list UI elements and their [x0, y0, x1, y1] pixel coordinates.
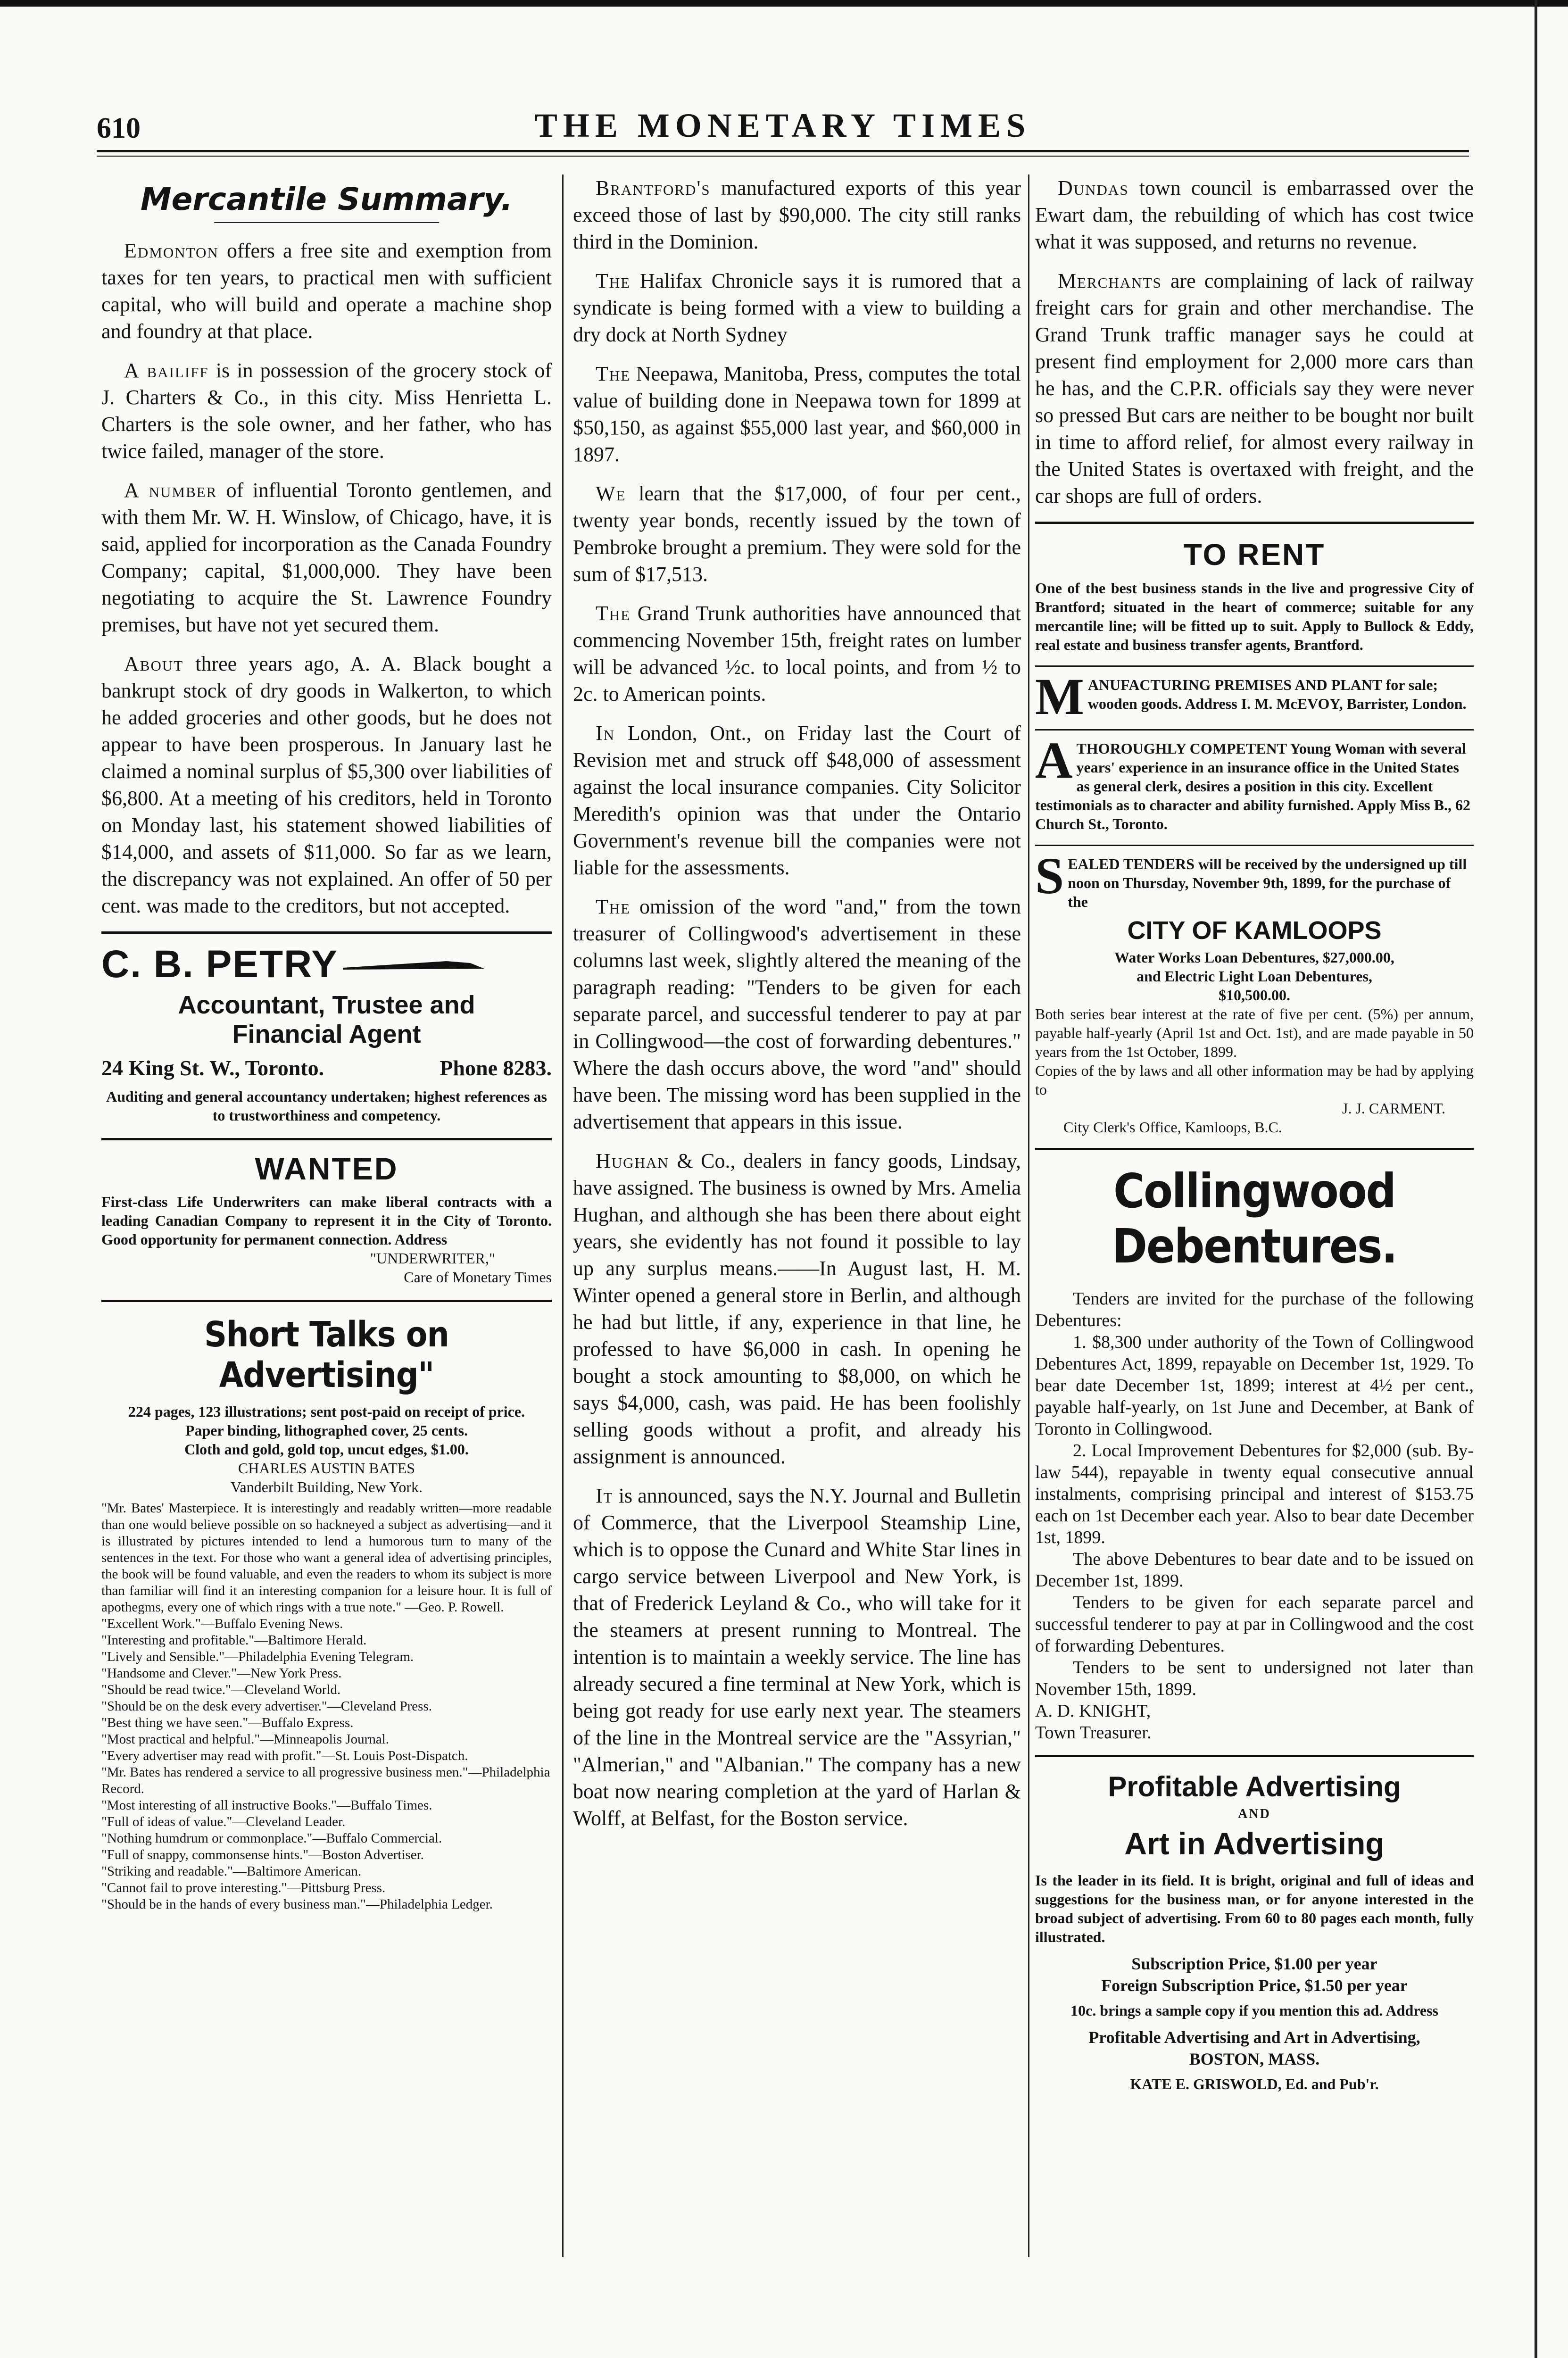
news-item: The Halifax Chronicle says it is rumored that a syndicate is being formed with a view to building a dry dock at North Sydney [573, 269, 1021, 346]
magazine-editor: KATE E. GRISWOLD, Ed. and Pub'r. [1130, 2076, 1379, 2092]
page-header [97, 101, 1469, 153]
review-quote: "Cannot fail to prove interesting."—Pittsburg Press. [101, 1880, 386, 1895]
magazine-and: AND [1238, 1807, 1271, 1821]
book-details: Cloth and gold, gold top, uncut edges, $1.00. [184, 1441, 469, 1458]
pen-icon [343, 956, 484, 972]
review-quote: "Nothing humdrum or commonplace."—Buffalo Commercial. [101, 1831, 442, 1846]
sample-offer: 10c. brings a sample copy if you mention this ad. Address [1070, 2002, 1438, 2019]
tenders-office: City Clerk's Office, Kamloops, B.C. [1063, 1119, 1282, 1136]
wanted-body: First-class Life Underwriters can make liberal contracts with a leading Canadian Company to represent it in the City of Toronto. Good opportunity for permanent connection. Address [101, 1193, 552, 1248]
tenders-city: CITY OF KAMLOOPS [1127, 916, 1382, 945]
news-item: The Grand Trunk authorities have announced that commencing November 15th, freight rates on lumber will be advanced ½c. to local points, and from ½ to 2c. to American points. [573, 602, 1021, 706]
masthead: THE MONETARY TIMES [534, 107, 1031, 144]
section-title: Mercantile Summary. [140, 181, 513, 217]
review-quote: "Should be in the hands of every business man."—Philadelphia Ledger. [101, 1897, 493, 1912]
review-quote: "Interesting and profitable."—Baltimore Herald. [101, 1633, 367, 1648]
advertiser-name: C. B. PETRY [101, 942, 552, 987]
review-quote: "Full of ideas of value."—Cleveland Leader. [101, 1814, 346, 1829]
wanted-care-of: Care of Monetary Times [404, 1269, 552, 1286]
review-quote: "Full of snappy, commonsense hints."—Boston Advertiser. [101, 1847, 424, 1862]
page-edge [1535, 0, 1537, 2358]
news-item: We learn that the $17,000, of four per cent., twenty year bonds, recently issued by the town of Pembroke brought a premium. They were sold for the sum of $17,513. [573, 482, 1021, 586]
wanted-heading: WANTED [255, 1151, 398, 1186]
drop-cap: A [1035, 731, 1073, 789]
news-item: About three years ago, A. A. Black bought a bankrupt stock of dry goods in Walkerton, to which he added groceries and other goods, but he does not appear to have been prosperous. In January last he claimed a nominal surplus of $5,300 over liabilities of $6,800. At a meeting of his creditors, held in Toronto on Monday last, his statement showed liabilities of $14,000, and assets of $11,000. So far as we learn, the discrepancy was not explained. An offer of 50 per cent. was made to the creditors, but not accepted. [101, 652, 552, 917]
review-quote: "Every advertiser may read with profit."—St. Louis Post-Dispatch. [101, 1748, 468, 1763]
news-item: Merchants are complaining of lack of railway freight cars for grain and other merchandise. The Grand Trunk traffic manager says he could at present find employment for 2,000 more cars than he has, and the C.P.R. officials say they were never so pressed But cars are neither to be bought nor built in time to afford relief, for almost every railway in the United States is overtaxed with freight, and the car shops are full of orders. [1035, 269, 1474, 507]
collingwood-heading: Collingwood Debentures. [1112, 1163, 1397, 1274]
advertiser-address: 24 King St. W., Toronto. [101, 1056, 324, 1080]
competent-body: THOROUGHLY COMPETENT Young Woman with several years' experience in an insurance office in the United States as general clerk, desires a position in this city. Excellent testimonials as to character and ability furnished. Apply Miss B., 62 Church St., Toronto. [1035, 740, 1471, 832]
review-quote: "Should be read twice."—Cleveland World. [101, 1682, 341, 1697]
tenders-body: EALED TENDERS will be received by the undersigned up till noon on Thursday, November 9th, 1899, for the purchase of the [1068, 855, 1467, 910]
to-rent-heading: TO RENT [1183, 538, 1326, 572]
magazine-address: Profitable Advertising and Art in Advertising, [1088, 2028, 1420, 2047]
collingwood-item: 1. $8,300 under authority of the Town of Collingwood Debentures Act, 1899, repayable on December 1st, 1929. To bear date December 1st, 1899; interest at 4½ per cent., payable half-yearly, on 1st June and December, at Bank of Toronto in Collingwood. [1035, 1332, 1474, 1439]
review-quote: "Should be on the desk every advertiser."—Cleveland Press. [101, 1699, 432, 1714]
manufacturing-advertisement [1035, 665, 1474, 724]
magazine-body: Is the leader in its field. It is bright, original and full of ideas and suggestions for the business man, or for anyone interested in the broad subject of advertising. From 60 to 80 pages each month, fully illustrated. [1035, 1872, 1474, 1945]
book-details: Paper binding, lithographed cover, 25 cents. [185, 1422, 468, 1439]
header-rule [97, 150, 1469, 152]
tenders-advertisement [1035, 845, 1474, 1143]
short-talks-advertisement [101, 1300, 552, 1919]
column-right [1035, 174, 1474, 2267]
advertiser-contact [101, 1055, 552, 1080]
review-quote: "Handsome and Clever."—New York Press. [101, 1666, 342, 1681]
news-item: Brantford's manufactured exports of this year exceed those of last by $90,000. The city still ranks third in the Dominion. [573, 176, 1021, 253]
review-quote: "Most practical and helpful."—Minneapolis Journal. [101, 1732, 389, 1747]
tenders-signer: J. J. CARMENT. [1342, 1100, 1445, 1117]
news-item: The Neepawa, Manitoba, Press, computes the total value of building done in Neepawa town for 1899 at $50,150, as against $55,000 last year, and $60,000 in 1897. [573, 362, 1021, 466]
to-rent-advertisement [1035, 522, 1474, 661]
review-quote: "Best thing we have seen."—Buffalo Express. [101, 1715, 354, 1730]
news-item: In London, Ont., on Friday last the Court of Revision met and struck off $48,000 of assessment against the local insurance companies. City Solicitor Meredith's opinion was that under the Ontario Government's revenue bill the companies were not liable for the assessments. [573, 722, 1021, 879]
top-border [0, 0, 1568, 7]
column-left [101, 174, 552, 2267]
magazine-title: Profitable Advertising [1108, 1771, 1401, 1802]
tenders-line: $10,500.00. [1219, 987, 1290, 1004]
collingwood-signer: A. D. KNIGHT, [1035, 1701, 1151, 1721]
column-rule [562, 174, 564, 2257]
manufacturing-body: ANUFACTURING PREMISES AND PLANT for sale; wooden goods. Address I. M. McEVOY, Barrister, London. [1087, 676, 1467, 712]
review-quotes [101, 1616, 552, 1913]
book-review: "Mr. Bates' Masterpiece. It is interestingly and readably written—more readable than one would believe possible on so hackneyed a subject as advertising—and it is illustrated by pictures intended to lend a humorous turn to many of the sentences in the text. For those who want a general idea of advertising principles, the book will be found valuable, and even the readers to whom its subject is more than familiar will find it an interesting companion for a leisure hour. It is full of apothegms, every one of which rings with a true note." —Geo. P. Rowell. [101, 1501, 552, 1615]
news-item: It is announced, says the N.Y. Journal and Bulletin of Commerce, that the Liverpool Steamship Line, which is to oppose the Cunard and White Star lines in cargo service between Liverpool and New York, is that of Frederick Leyland & Co., who will take for it the steamers at present running to Montreal. The intention is to maintain a weekly service. The line has already secured a fine terminal at New York, which is being got ready for use early next year. The steamers of the line in the Montreal service are the "Assyrian," "Almerian," and "Albanian." The company has a new boat now nearing completion at the yard of Harlan & Wolff, at Belfast, for the Boston service. [573, 1484, 1021, 1830]
wanted-advertisement [101, 1138, 552, 1293]
review-quote: "Excellent Work."—Buffalo Evening News. [101, 1616, 343, 1631]
collingwood-intro: Tenders are invited for the purchase of the following Debentures: [1035, 1289, 1474, 1330]
news-item: A bailiff is in possession of the grocery stock of J. Charters & Co., in this city. Miss Henrietta L. Charters is the sole owner, and her father, who has twice failed, manager of the store. [101, 359, 552, 463]
foreign-subscription-price: Foreign Subscription Price, $1.50 per year [1101, 1976, 1408, 1995]
page-number: 610 [97, 112, 141, 144]
tenders-line: Water Works Loan Debentures, $27,000.00, [1114, 949, 1394, 966]
to-rent-body: One of the best business stands in the live and progressive City of Brantford; situated in the heart of commerce; suitable for any mercantile line; will be fitted up to suit. Apply to Bullock & Eddy, real estate and business transfer agents, Brantford. [1035, 580, 1474, 653]
review-quote: "Most interesting of all instructive Books."—Buffalo Times. [101, 1798, 432, 1813]
book-author: CHARLES AUSTIN BATES [238, 1460, 415, 1477]
collingwood-advertisement [1035, 1148, 1474, 1750]
book-title: Short Talks on Advertising" [204, 1314, 449, 1395]
header-rule-thin [97, 156, 1469, 157]
book-details: 224 pages, 123 illustrations; sent post-paid on receipt of price. [128, 1403, 525, 1420]
review-quote: "Mr. Bates has rendered a service to all progressive business men."—Philadelphia Record. [101, 1765, 550, 1796]
collingwood-title: Town Treasurer. [1035, 1723, 1152, 1743]
drop-cap: M [1035, 668, 1084, 724]
column-middle [573, 174, 1021, 2267]
advertiser-note: Auditing and general accountancy undertaken; highest references as to trustworthiness and competency. [106, 1088, 547, 1124]
drop-cap: S [1035, 855, 1064, 905]
title-rule [214, 222, 440, 223]
wanted-address: "UNDERWRITER," [370, 1250, 495, 1267]
collingwood-item: 2. Local Improvement Debentures for $2,000 (sub. By-law 544), repayable in twenty equal consecutive annual instalments, comprising principal and interest of $153.75 each on 1st December each year. Also to bear date December 1st, 1899. [1035, 1441, 1474, 1547]
magazine-city: BOSTON, MASS. [1189, 2050, 1320, 2068]
news-item: Edmonton offers a free site and exemption from taxes for ten years, to practical men with sufficient capital, who will build and operate a machine shop and foundry at that place. [101, 239, 552, 343]
advertiser-phone: Phone 8283. [440, 1056, 552, 1080]
news-item: Hughan & Co., dealers in fancy goods, Lindsay, have assigned. The business is owned by Mrs. Amelia Hughan, and although she has been there about eight years, she evidently has not found it possible to lay up any surplus means.——In August last, H. M. Winter opened a general store in Berlin, and although he had but little, if any, experience in that line, he professed to have $6,000 in cash. In opening he bought a stock amounting to $8,000, on which he says $4,000, cash, was paid. He has been foolishly selling goods without a profit, and already his assignment is announced. [573, 1149, 1021, 1468]
collingwood-text: Tenders to be given for each separate parcel and successful tenderer to pay at par in Collingwood and the cost of forwarding Debentures. [1035, 1593, 1474, 1656]
news-item: The omission of the word "and," from the town treasurer of Collingwood's advertisement in these columns last week, slightly altered the meaning of the paragraph reading: "Tenders to be given for each separate parcel, and successful tenderer to pay at par in Collingwood—the cost of forwarding debentures." Where the dash occurs above, the word "and" should have been. The missing word has been supplied in the advertisement that appears in this issue. [573, 895, 1021, 1133]
news-item: A number of influential Toronto gentlemen, and with them Mr. W. H. Winslow, of Chicago, have, it is said, applied for incorporation as the Canada Foundry Company; capital, $1,000,000. They have been negotiating to acquire the St. Lawrence Foundry premises, but have not yet secured them. [101, 479, 552, 636]
review-quote: "Lively and Sensible."—Philadelphia Evening Telegram. [101, 1649, 414, 1664]
subscription-price: Subscription Price, $1.00 per year [1131, 1954, 1377, 1973]
column-rule [1028, 174, 1029, 2257]
news-item: Dundas town council is embarrassed over the Ewart dam, the rebuilding of which has cost twice what it was supposed, and returns no revenue. [1035, 176, 1474, 253]
tenders-info: Copies of the by laws and all other information may be had by applying to [1035, 1062, 1474, 1098]
collingwood-text: Tenders to be sent to undersigned not later than November 15th, 1899. [1035, 1658, 1474, 1699]
competent-advertisement [1035, 729, 1474, 840]
book-author-address: Vanderbilt Building, New York. [230, 1478, 423, 1495]
tenders-terms: Both series bear interest at the rate of five per cent. (5%) per annum, payable half-yearly (April 1st and Oct. 1st), and are made payable in 50 years from the 1st October, 1899. [1035, 1005, 1474, 1060]
magazine-title-2: Art in Advertising [1124, 1826, 1385, 1861]
tenders-line: and Electric Light Loan Debentures, [1137, 968, 1372, 985]
collingwood-text: The above Debentures to bear date and to be issued on December 1st, 1899. [1035, 1549, 1474, 1591]
profitable-advertising-advertisement [1035, 1755, 1474, 2100]
advertiser-title: Accountant, Trustee and Financial Agent [178, 991, 475, 1048]
petry-advertisement [101, 931, 552, 1131]
review-quote: "Striking and readable."—Baltimore American. [101, 1864, 362, 1879]
